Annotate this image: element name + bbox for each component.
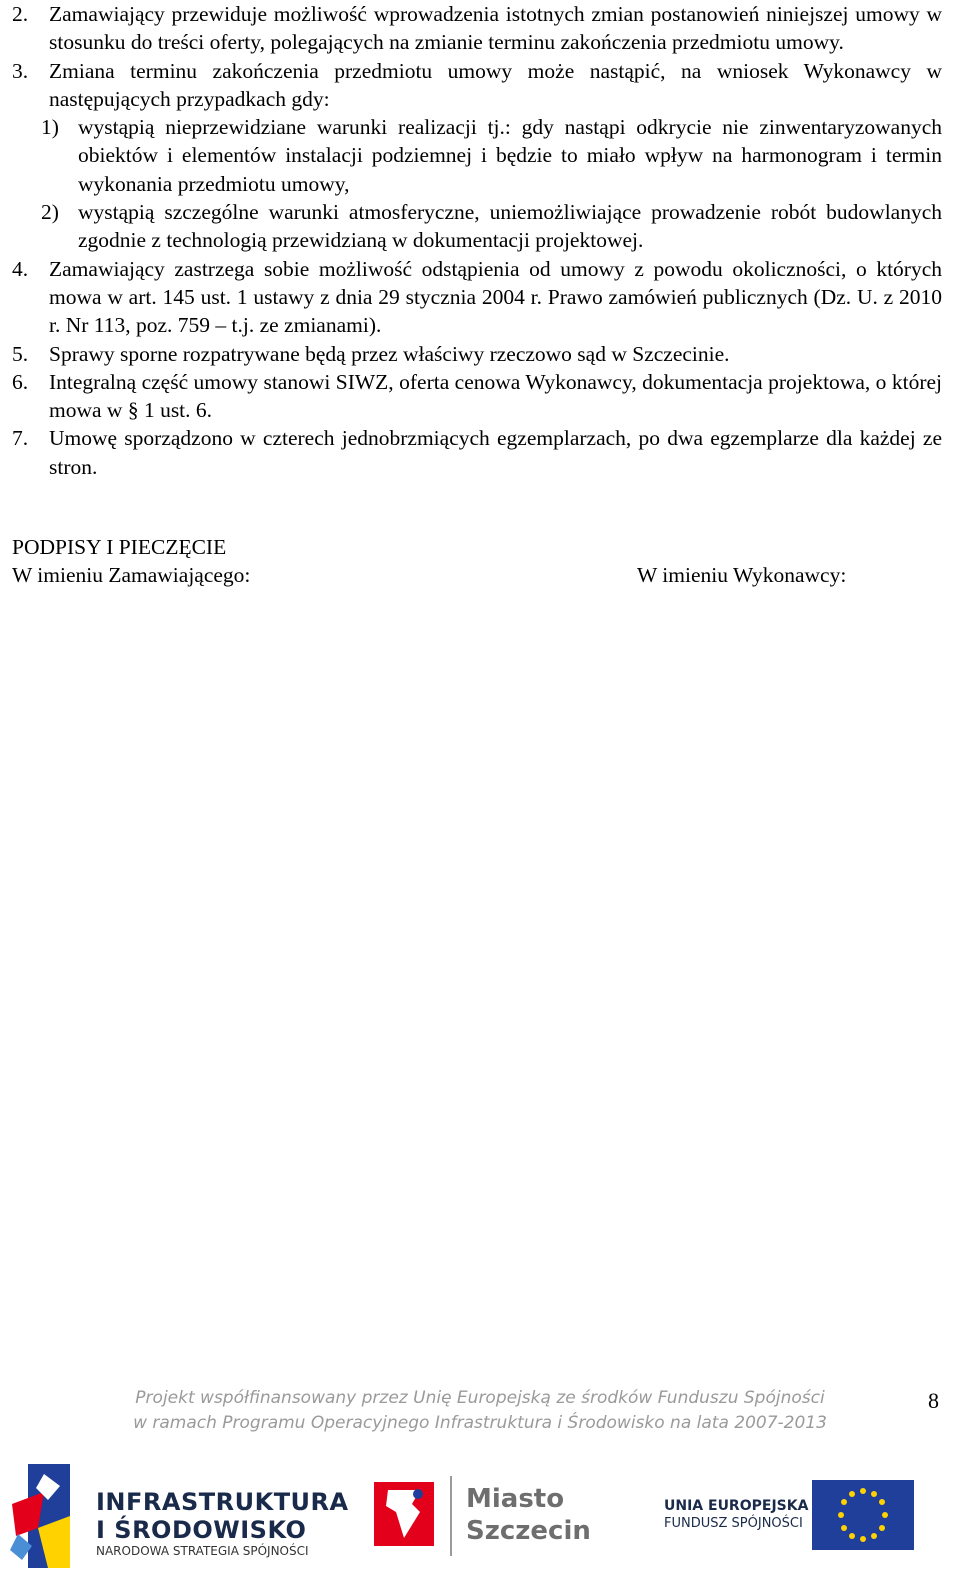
city-line-1: Miasto: [466, 1484, 565, 1514]
clause-6: [0, 368, 960, 425]
eu-flag-icon: [812, 1480, 914, 1550]
cofinancing-note: [0, 1386, 960, 1436]
signature-row: [12, 561, 952, 589]
eu-subtitle: FUNDUSZ SPÓJNOŚCI: [664, 1516, 803, 1531]
subclause-2: [0, 198, 960, 255]
clause-number: 2.: [12, 2, 29, 26]
clause-text: Zamawiający przewiduje możliwość wprowadzenia istotnych zmian postanowień niniejszej umowy w stosunku do treści oferty, polegających na zmianie terminu zakończenia przedmiotu umowy.: [49, 2, 942, 55]
is-subtitle: NARODOWA STRATEGIA SPÓJNOŚCI: [96, 1544, 309, 1558]
cofinancing-line-2: w ramach Programu Operacyjnego Infrastruktura i Środowisko na lata 2007-2013: [133, 1413, 827, 1433]
clause-number: 7.: [12, 426, 29, 451]
clause-text: Zamawiający zastrzega sobie możliwość odstąpienia od umowy z powodu okoliczności, o których mowa w art. 145 ust. 1 ustawy z dnia 29 stycznia 2004 r. Prawo zamówień publicznych (Dz. U. z 2010 r. Nr 113, poz. 759 – t.j. ze zmianami).: [49, 256, 942, 338]
is-title-line-2: I ŚRODOWISKO: [96, 1516, 307, 1544]
signature-contractor: W imieniu Wykonawcy:: [637, 563, 847, 588]
city-line-2: Szczecin: [466, 1516, 591, 1546]
eu-title: UNIA EUROPEJSKA: [664, 1498, 809, 1514]
clause-number: 4.: [12, 256, 29, 281]
clause-number: 5.: [12, 341, 29, 366]
subclause-number: 1): [41, 115, 59, 140]
clause-text: Umowę sporządzono w czterech jednobrzmiących egzemplarzach, po dwa egzemplarze dla każdej ze stron.: [49, 426, 942, 479]
subclause-text: wystąpią szczególne warunki atmosferyczne, uniemożliwiające prowadzenie robót budowlanych zgodnie z technologią przewidzianą w dokumentacji projektowej.: [78, 200, 942, 253]
signature-section: [12, 533, 952, 589]
clause-7: [0, 424, 960, 481]
document-body: [0, 0, 960, 481]
clause-5: [0, 340, 960, 368]
clause-4: [0, 255, 960, 340]
cofinancing-line-1: Projekt współfinansowany przez Unię Europejską ze środków Funduszu Spójności: [135, 1388, 825, 1408]
logo-bar: [0, 1460, 960, 1572]
subclause-1: [0, 113, 960, 198]
subclause-text: wystąpią nieprzewidziane warunki realizacji tj.: gdy nastąpi odkrycie nie zinwentaryzowanych obiektów i elementów instalacji podziemnej i będzie to miało wpływ na harmonogram i termin wykonania przedmiotu umowy,: [78, 115, 942, 196]
clause-2: [0, 0, 960, 57]
clause-number: 6.: [12, 369, 29, 394]
clause-text: Zmiana terminu zakończenia przedmiotu umowy może nastąpić, na wniosek Wykonawcy w następujących przypadkach gdy:: [49, 58, 942, 111]
is-title-line-1: INFRASTRUKTURA: [96, 1488, 349, 1516]
page-number: 8: [928, 1388, 939, 1413]
clause-3: [0, 57, 960, 114]
clause-number: 3.: [12, 58, 29, 83]
clause-text: Integralną część umowy stanowi SIWZ, oferta cenowa Wykonawcy, dokumentacja projektowa, o której mowa w § 1 ust. 6.: [49, 369, 942, 423]
subclause-number: 2): [41, 200, 59, 225]
logo-divider: [450, 1476, 452, 1556]
signature-heading: PODPISY I PIECZĘCIE: [12, 535, 227, 559]
szczecin-logo-icon: [374, 1482, 434, 1546]
clause-text: Sprawy sporne rozpatrywane będą przez właściwy rzeczowo sąd w Szczecinie.: [49, 341, 730, 366]
infrastruktura-logo-icon: [8, 1464, 72, 1568]
signature-client: W imieniu Zamawiającego:: [12, 563, 251, 588]
